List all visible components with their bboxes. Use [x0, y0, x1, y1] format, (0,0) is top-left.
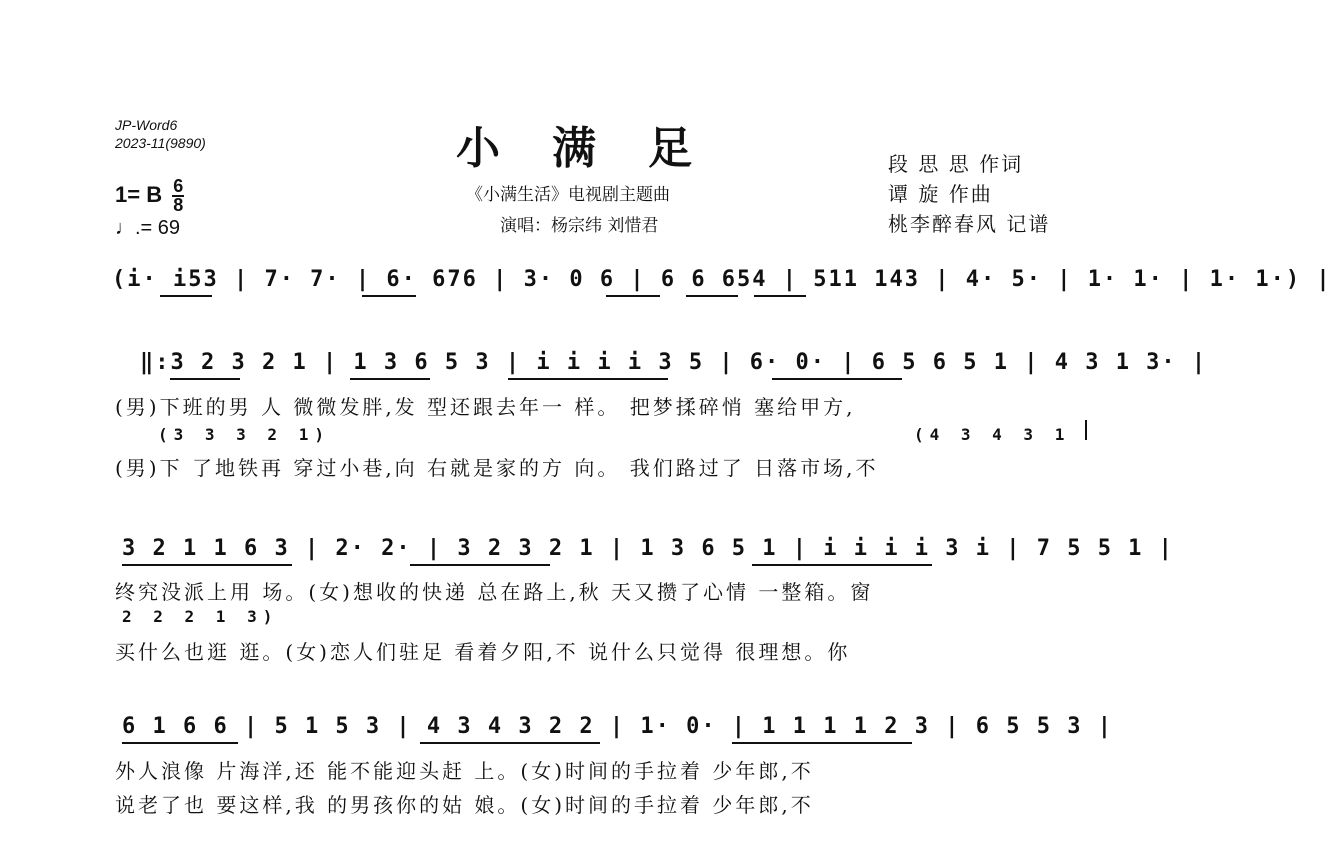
system-1-alt-notes-right: (4 3 4 3 1 [914, 425, 1071, 444]
system-3-notes: 6 1 6 6 | 5 1 5 3 | 4 3 4 3 2 2 | 1· 0· | 1 1 1 1 2 3 | 6 5 5 3 | [122, 714, 1113, 739]
time-bottom: 8 [173, 195, 184, 215]
intro-notes: (i· i53 | 7· 7· | 6· 676 | 3· 0 6 | 6 6 654 | 511 143 | 4· 5· | 1· 1· | 1· 1·) | [112, 267, 1332, 292]
bar-line [1085, 420, 1087, 440]
tempo-mark: ♩.= 69 [115, 217, 181, 239]
system-3-lyric-1: 外人浪像 片海洋,还 能不能迎头赶 上。(女)时间的手拉着 少年郎,不 [115, 759, 814, 783]
version-date: 2023-11(9890) [115, 135, 206, 151]
system-2-lyric-2: 买什么也逛 逛。(女)恋人们驻足 看着夕阳,不 说什么只觉得 很理想。你 [115, 640, 851, 664]
intro-underline [362, 295, 416, 297]
intro-underline [160, 295, 212, 297]
system-1-underline [350, 378, 430, 380]
system-1-alt-notes-left: (3 3 3 2 1) [158, 425, 330, 444]
system-1-underline [508, 378, 668, 380]
page-title: 小满足 [456, 123, 744, 174]
time-top: 6 [173, 176, 184, 196]
system-2-lyric-1: 终究没派上用 场。(女)想收的快递 总在路上,秋 天又攒了心情 一整箱。窗 [115, 580, 874, 604]
system-3-underline [122, 742, 238, 744]
system-1-lyric-2: (男)下 了地铁再 穿过小巷,向 右就是家的方 向。 我们路过了 日落市场,不 [115, 456, 879, 480]
system-3-lyric-2: 说老了也 要这样,我 的男孩你的姑 娘。(女)时间的手拉着 少年郎,不 [115, 793, 814, 817]
composer-credit: 谭 旋 作曲 [888, 182, 993, 206]
software-name: JP-Word6 [115, 117, 178, 133]
system-2-notes: 3 2 1 1 6 3 | 2· 2· | 3 2 3 2 1 | 1 3 6 5 1 | i i i i 3 i | 7 5 5 1 | [122, 536, 1174, 561]
system-1-lyric-1: (男)下班的男 人 微微发胖,发 型还跟去年一 样。 把梦揉碎悄 塞给甲方, [115, 395, 856, 419]
system-1-notes: ‖:3 2 3 2 1 | 1 3 6 5 3 | i i i i 3 5 | 6· 0· | 6 5 6 5 1 | 4 3 1 3· | [140, 350, 1208, 375]
time-signature [172, 178, 184, 214]
system-3-underline [420, 742, 600, 744]
intro-underline [686, 295, 738, 297]
key-label: 1= B [115, 181, 163, 207]
system-2-underline [122, 564, 292, 566]
system-2-underline [410, 564, 550, 566]
system-2-alt-notes: 2 2 2 1 3) [122, 607, 279, 626]
intro-underline [606, 295, 660, 297]
system-3-underline [732, 742, 912, 744]
singers: 演唱：杨宗纬 刘惜君 [500, 216, 659, 236]
subtitle: 《小满生活》电视剧主题曲 [466, 185, 670, 205]
lyricist-credit: 段 思 思 作词 [888, 152, 1024, 176]
key-signature [115, 178, 184, 214]
transcriber-credit: 桃李醉春风 记谱 [888, 212, 1051, 236]
system-2-underline [752, 564, 932, 566]
system-1-underline [170, 378, 240, 380]
system-1-underline [772, 378, 902, 380]
intro-underline [754, 295, 806, 297]
